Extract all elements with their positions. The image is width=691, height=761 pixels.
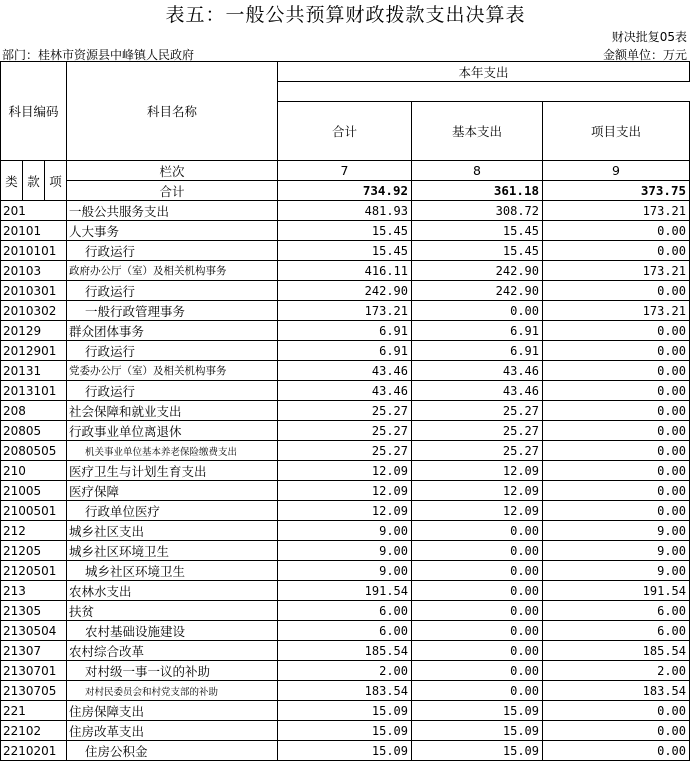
row-basic: 242.90	[412, 281, 543, 301]
row-code: 208	[1, 401, 67, 421]
row-project: 0.00	[543, 381, 690, 401]
header-total: 合计	[278, 102, 412, 161]
row-code: 21305	[1, 601, 67, 621]
row-name: 城乡社区环境卫生	[67, 541, 278, 561]
header-xiang: 项	[45, 161, 67, 201]
row-project: 0.00	[543, 461, 690, 481]
header-year-spend: 本年支出	[278, 62, 690, 82]
row-total: 43.46	[278, 381, 412, 401]
row-code: 21005	[1, 481, 67, 501]
row-name: 机关事业单位基本养老保险缴费支出	[67, 441, 278, 461]
row-total: 25.27	[278, 421, 412, 441]
row-basic: 25.27	[412, 421, 543, 441]
sum-basic: 361.18	[412, 181, 543, 201]
row-project: 2.00	[543, 661, 690, 681]
row-name: 城乡社区环境卫生	[67, 561, 278, 581]
row-name: 行政运行	[67, 281, 278, 301]
row-project: 173.21	[543, 261, 690, 281]
row-total: 25.27	[278, 401, 412, 421]
table-row	[1, 481, 690, 501]
row-name: 政府办公厅（室）及相关机构事务	[67, 261, 278, 281]
row-basic: 15.09	[412, 701, 543, 721]
row-code: 2010301	[1, 281, 67, 301]
sum-project: 373.75	[543, 181, 690, 201]
row-basic: 6.91	[412, 341, 543, 361]
row-code: 2130705	[1, 681, 67, 701]
row-name: 农林水支出	[67, 581, 278, 601]
row-project: 0.00	[543, 281, 690, 301]
row-code: 212	[1, 521, 67, 541]
table-row	[1, 741, 690, 761]
amount-unit-label: 金额单位：万元	[602, 48, 687, 62]
row-project: 0.00	[543, 321, 690, 341]
row-code: 2130701	[1, 661, 67, 681]
row-basic: 0.00	[412, 641, 543, 661]
table-row	[1, 341, 690, 361]
row-name: 人大事务	[67, 221, 278, 241]
row-total: 15.09	[278, 741, 412, 761]
column-number-7: 7	[278, 161, 412, 181]
row-total: 416.11	[278, 261, 412, 281]
row-code: 22102	[1, 721, 67, 741]
table-row	[1, 701, 690, 721]
row-name: 行政单位医疗	[67, 501, 278, 521]
expenditure-table	[0, 61, 690, 761]
row-total: 185.54	[278, 641, 412, 661]
row-project: 173.21	[543, 201, 690, 221]
row-name: 住房改革支出	[67, 721, 278, 741]
table-row	[1, 301, 690, 321]
row-project: 191.54	[543, 581, 690, 601]
row-code: 20129	[1, 321, 67, 341]
row-basic: 6.91	[412, 321, 543, 341]
table-row	[1, 321, 690, 341]
row-basic: 15.09	[412, 741, 543, 761]
row-name: 住房公积金	[67, 741, 278, 761]
row-code: 20101	[1, 221, 67, 241]
row-total: 9.00	[278, 561, 412, 581]
row-project: 6.00	[543, 621, 690, 641]
table-row	[1, 361, 690, 381]
sum-total: 734.92	[278, 181, 412, 201]
row-code: 2010101	[1, 241, 67, 261]
column-number-9: 9	[543, 161, 690, 181]
table-row	[1, 721, 690, 741]
row-total: 15.45	[278, 221, 412, 241]
row-code: 21205	[1, 541, 67, 561]
row-project: 0.00	[543, 701, 690, 721]
row-basic: 0.00	[412, 601, 543, 621]
row-code: 2120501	[1, 561, 67, 581]
row-total: 191.54	[278, 581, 412, 601]
header-basic: 基本支出	[412, 102, 543, 161]
row-basic: 12.09	[412, 461, 543, 481]
row-total: 6.00	[278, 621, 412, 641]
row-code: 213	[1, 581, 67, 601]
row-code: 2080505	[1, 441, 67, 461]
header-lei: 类	[1, 161, 23, 201]
row-basic: 43.46	[412, 381, 543, 401]
row-basic: 0.00	[412, 681, 543, 701]
table-row	[1, 441, 690, 461]
row-total: 173.21	[278, 301, 412, 321]
row-basic: 242.90	[412, 261, 543, 281]
row-basic: 15.09	[412, 721, 543, 741]
row-project: 0.00	[543, 221, 690, 241]
row-basic: 0.00	[412, 521, 543, 541]
row-total: 481.93	[278, 201, 412, 221]
row-total: 12.09	[278, 501, 412, 521]
row-code: 2012901	[1, 341, 67, 361]
table-row	[1, 221, 690, 241]
row-total: 15.09	[278, 721, 412, 741]
row-basic: 25.27	[412, 401, 543, 421]
row-total: 2.00	[278, 661, 412, 681]
row-code: 2100501	[1, 501, 67, 521]
row-project: 185.54	[543, 641, 690, 661]
row-basic: 25.27	[412, 441, 543, 461]
table-row	[1, 541, 690, 561]
table-row	[1, 641, 690, 661]
row-basic: 0.00	[412, 581, 543, 601]
row-code: 2210201	[1, 741, 67, 761]
department-label: 部门：桂林市资源县中峰镇人民政府	[2, 48, 195, 62]
row-total: 12.09	[278, 461, 412, 481]
row-code: 210	[1, 461, 67, 481]
row-name: 行政事业单位离退休	[67, 421, 278, 441]
row-basic: 0.00	[412, 561, 543, 581]
row-project: 0.00	[543, 401, 690, 421]
row-total: 6.91	[278, 321, 412, 341]
row-name: 农村综合改革	[67, 641, 278, 661]
row-name: 住房保障支出	[67, 701, 278, 721]
row-code: 20131	[1, 361, 67, 381]
row-name: 城乡社区支出	[67, 521, 278, 541]
row-project: 0.00	[543, 441, 690, 461]
form-number: 财决批复05表	[611, 30, 687, 44]
row-total: 9.00	[278, 521, 412, 541]
row-name: 群众团体事务	[67, 321, 278, 341]
row-basic: 0.00	[412, 621, 543, 641]
table-row	[1, 561, 690, 581]
row-total: 15.45	[278, 241, 412, 261]
row-total: 6.91	[278, 341, 412, 361]
row-project: 0.00	[543, 421, 690, 441]
row-total: 43.46	[278, 361, 412, 381]
row-basic: 15.45	[412, 221, 543, 241]
row-code: 2010302	[1, 301, 67, 321]
row-basic: 0.00	[412, 541, 543, 561]
table-row	[1, 241, 690, 261]
row-project: 0.00	[543, 721, 690, 741]
row-basic: 0.00	[412, 301, 543, 321]
table-row	[1, 621, 690, 641]
table-row	[1, 421, 690, 441]
row-project: 0.00	[543, 481, 690, 501]
row-name: 行政运行	[67, 341, 278, 361]
row-total: 25.27	[278, 441, 412, 461]
row-total: 183.54	[278, 681, 412, 701]
row-project: 0.00	[543, 241, 690, 261]
header-project: 项目支出	[543, 102, 690, 161]
table-row	[1, 661, 690, 681]
row-total: 9.00	[278, 541, 412, 561]
row-project: 0.00	[543, 741, 690, 761]
row-name: 医疗保障	[67, 481, 278, 501]
row-basic: 15.45	[412, 241, 543, 261]
row-basic: 308.72	[412, 201, 543, 221]
table-row	[1, 581, 690, 601]
row-code: 221	[1, 701, 67, 721]
row-project: 9.00	[543, 561, 690, 581]
row-basic: 12.09	[412, 481, 543, 501]
header-kuan: 款	[23, 161, 45, 201]
table-row	[1, 601, 690, 621]
row-code: 20103	[1, 261, 67, 281]
row-project: 9.00	[543, 541, 690, 561]
table-row	[1, 501, 690, 521]
row-code: 2130504	[1, 621, 67, 641]
report-title: 表五：一般公共预算财政拨款支出决算表	[165, 4, 526, 26]
row-project: 0.00	[543, 361, 690, 381]
column-number-8: 8	[412, 161, 543, 181]
row-project: 9.00	[543, 521, 690, 541]
table-row	[1, 521, 690, 541]
row-basic: 0.00	[412, 661, 543, 681]
row-name: 扶贫	[67, 601, 278, 621]
table-row	[1, 401, 690, 421]
table-row	[1, 201, 690, 221]
table-row	[1, 261, 690, 281]
row-name: 社会保障和就业支出	[67, 401, 278, 421]
row-project: 0.00	[543, 341, 690, 361]
row-project: 6.00	[543, 601, 690, 621]
row-total: 15.09	[278, 701, 412, 721]
header-lanci: 栏次	[67, 161, 278, 181]
row-project: 173.21	[543, 301, 690, 321]
row-project: 183.54	[543, 681, 690, 701]
row-total: 6.00	[278, 601, 412, 621]
table-row	[1, 281, 690, 301]
row-total: 12.09	[278, 481, 412, 501]
row-name: 党委办公厅（室）及相关机构事务	[67, 361, 278, 381]
row-name: 一般公共服务支出	[67, 201, 278, 221]
table-row	[1, 681, 690, 701]
row-name: 医疗卫生与计划生育支出	[67, 461, 278, 481]
row-name: 对村民委员会和村党支部的补助	[67, 681, 278, 701]
row-project: 0.00	[543, 501, 690, 521]
sum-label: 合计	[67, 181, 278, 201]
header-name: 科目名称	[67, 62, 278, 161]
table-row	[1, 461, 690, 481]
row-total: 242.90	[278, 281, 412, 301]
row-name: 一般行政管理事务	[67, 301, 278, 321]
row-name: 行政运行	[67, 381, 278, 401]
row-name: 农村基础设施建设	[67, 621, 278, 641]
row-basic: 43.46	[412, 361, 543, 381]
row-code: 201	[1, 201, 67, 221]
row-code: 21307	[1, 641, 67, 661]
row-basic: 12.09	[412, 501, 543, 521]
row-name: 对村级一事一议的补助	[67, 661, 278, 681]
row-name: 行政运行	[67, 241, 278, 261]
row-code: 2013101	[1, 381, 67, 401]
table-row	[1, 381, 690, 401]
header-code: 科目编码	[1, 62, 67, 161]
row-code: 20805	[1, 421, 67, 441]
